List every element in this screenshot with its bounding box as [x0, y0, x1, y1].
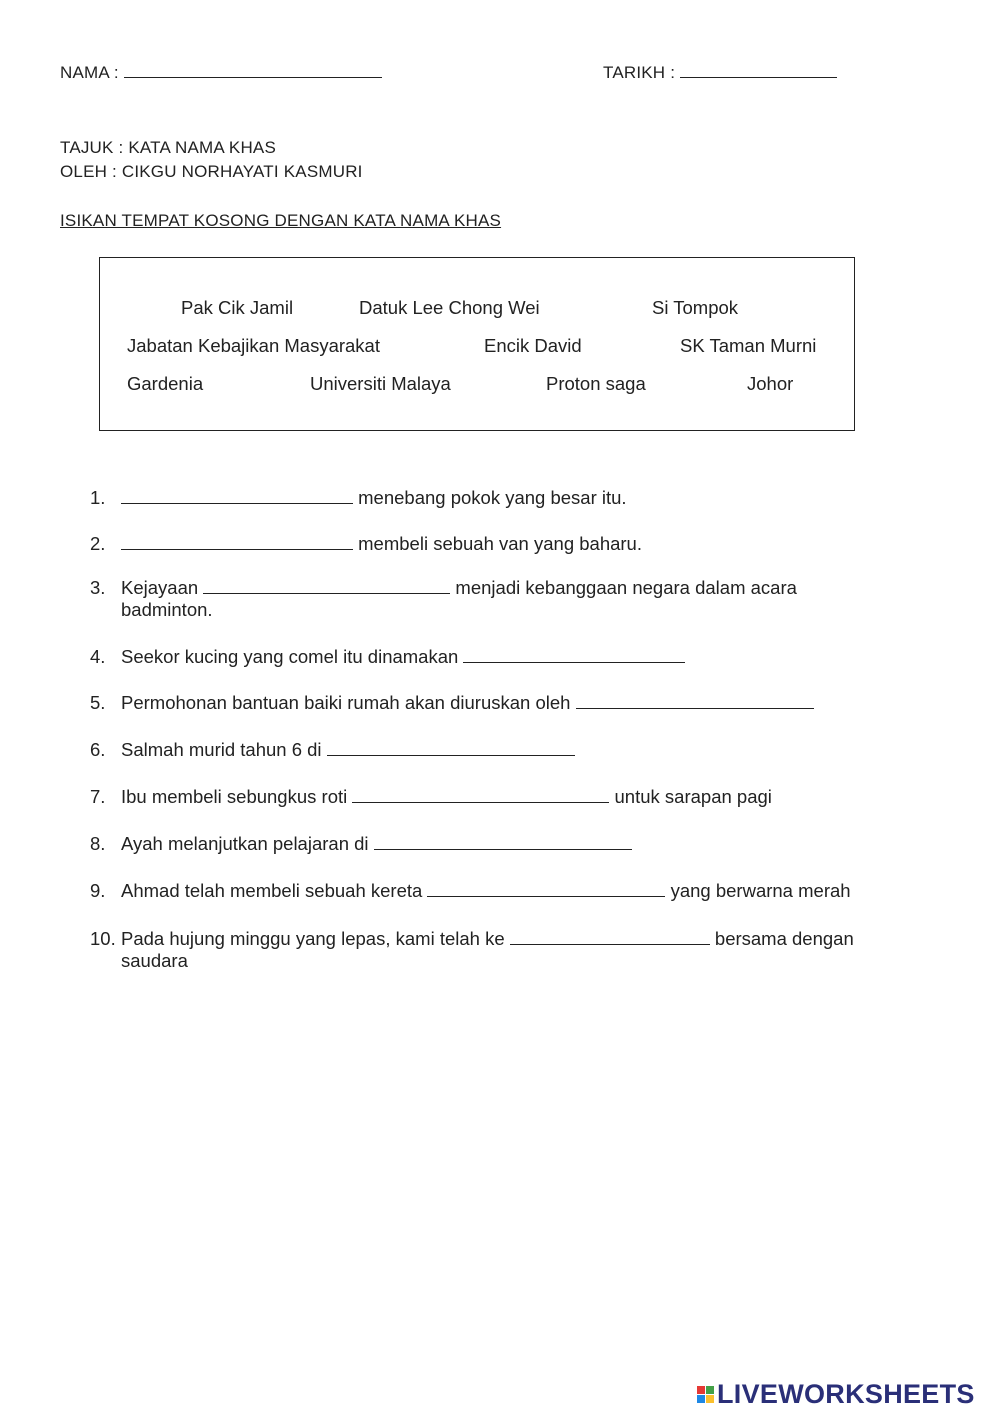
question-text: Ayah melanjutkan pelajaran di: [121, 833, 374, 854]
question-number: 8.: [90, 833, 106, 854]
question-text-continued: badminton.: [121, 599, 213, 620]
question-text: Seekor kucing yang comel itu dinamakan: [121, 646, 464, 667]
word-bank-item: Si Tompok: [652, 297, 739, 318]
question-text: Permohonan bantuan baiki rumah akan diuruskan oleh: [121, 692, 576, 713]
question-text: Pada hujung minggu yang lepas, kami telah ke: [121, 928, 510, 949]
question-text: Ahmad telah membeli sebuah kereta: [121, 880, 428, 901]
question-text: menebang pokok yang besar itu.: [353, 487, 627, 508]
question-number: 6.: [90, 739, 106, 760]
liveworksheets-logo-icon: [697, 1386, 714, 1403]
question-text: bersama dengan: [709, 928, 854, 949]
word-bank-item: SK Taman Murni: [680, 335, 817, 356]
word-bank-item: Proton saga: [546, 373, 646, 394]
answer-blank-6[interactable]: [327, 739, 575, 756]
word-bank-item: Gardenia: [127, 373, 204, 394]
question-text: untuk sarapan pagi: [609, 786, 772, 807]
brand-name: LIVEWORKSHEETS: [717, 1378, 975, 1409]
question-number: 5.: [90, 692, 106, 713]
date-row: [603, 63, 837, 83]
answer-blank-2[interactable]: [121, 533, 353, 550]
question-text: Kejayaan: [121, 577, 204, 598]
word-bank-item: Pak Cik Jamil: [181, 297, 294, 318]
question-number: 9.: [90, 880, 106, 901]
question-text: Salmah murid tahun 6 di: [121, 739, 327, 760]
word-bank-box: [99, 257, 855, 431]
answer-blank-3[interactable]: [203, 577, 450, 594]
question-text-continued: saudara: [121, 950, 188, 971]
word-bank-item: Encik David: [484, 335, 582, 356]
date-label: TARIKH :: [603, 63, 676, 82]
topic-title: TAJUK : KATA NAMA KHAS: [60, 138, 277, 157]
liveworksheets-logo: [697, 1379, 975, 1409]
word-bank-item: Datuk Lee Chong Wei: [359, 297, 540, 318]
question-text: menjadi kebanggaan negara dalam acara: [450, 577, 797, 598]
question-text: yang berwarna merah: [665, 880, 851, 901]
word-bank-item: Jabatan Kebajikan Masyarakat: [127, 335, 380, 356]
answer-blank-9[interactable]: [427, 880, 665, 897]
question-number: 3.: [90, 577, 106, 598]
question-text: membeli sebuah van yang baharu.: [353, 533, 642, 554]
question-text: Ibu membeli sebungkus roti: [121, 786, 353, 807]
answer-blank-7[interactable]: [352, 786, 609, 803]
question-number: 1.: [90, 487, 106, 508]
word-bank-item: Johor: [747, 373, 794, 394]
word-bank-item: Universiti Malaya: [310, 373, 451, 394]
question-number: 7.: [90, 786, 106, 807]
answer-blank-5[interactable]: [576, 692, 814, 709]
name-row: [60, 63, 382, 83]
question-number: 2.: [90, 533, 106, 554]
instruction-heading: ISIKAN TEMPAT KOSONG DENGAN KATA NAMA KHAS: [60, 211, 502, 230]
author-line: OLEH : CIKGU NORHAYATI KASMURI: [60, 162, 363, 181]
answer-blank-1[interactable]: [121, 487, 353, 504]
date-field[interactable]: [680, 63, 837, 78]
answer-blank-8[interactable]: [374, 833, 632, 850]
answer-blank-4[interactable]: [463, 646, 685, 663]
question-number: 10.: [90, 928, 116, 949]
answer-blank-10[interactable]: [510, 928, 710, 945]
name-field[interactable]: [124, 63, 382, 78]
question-number: 4.: [90, 646, 106, 667]
name-label: NAMA :: [60, 63, 119, 82]
